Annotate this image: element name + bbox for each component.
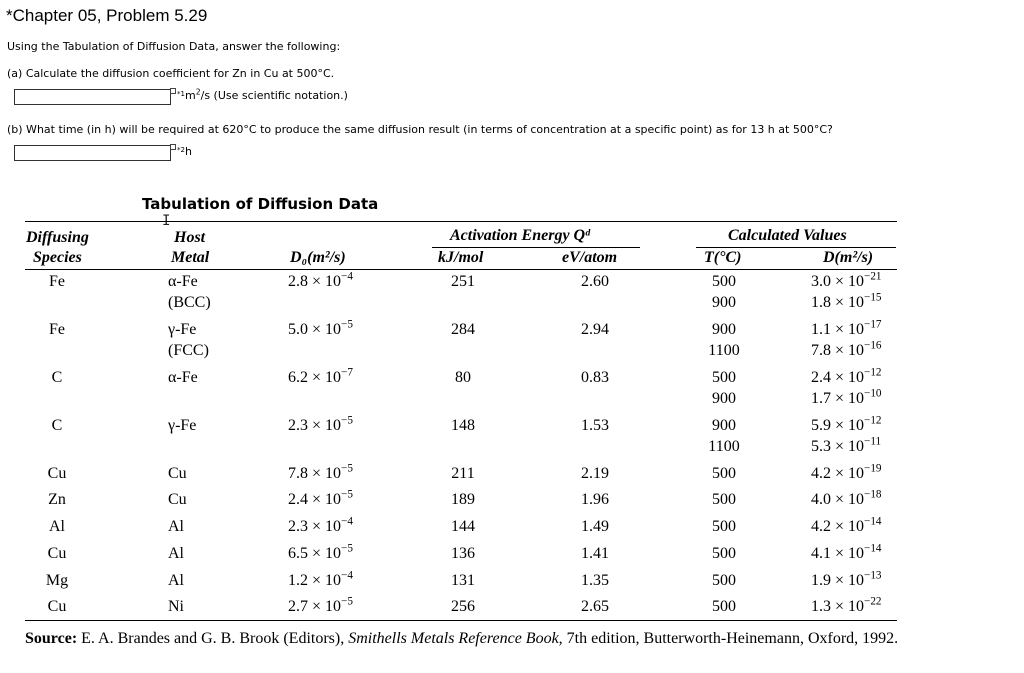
cell-species: Zn bbox=[48, 491, 66, 508]
table-header-rule bbox=[25, 269, 897, 270]
header-t: T(°C) bbox=[704, 249, 742, 266]
cell-d0 bbox=[288, 414, 353, 435]
cell-d bbox=[811, 366, 882, 387]
cell-species: Cu bbox=[47, 598, 67, 615]
cell-host: Al bbox=[168, 545, 184, 562]
cell-d0-mantissa: 6.5 × 10 bbox=[288, 545, 342, 562]
part-b-answer-input[interactable] bbox=[14, 145, 171, 161]
cell-d-exponent: −11 bbox=[864, 435, 882, 448]
cell-temperature: 500 bbox=[712, 598, 736, 615]
source-book: Smithells Metals Reference Book, bbox=[348, 630, 563, 647]
cell-temperature: 500 bbox=[712, 518, 736, 535]
cell-d-exponent: −16 bbox=[864, 339, 882, 352]
header-calculated: Calculated Values bbox=[728, 227, 847, 244]
cell-d0-exponent: −5 bbox=[341, 595, 353, 608]
cell-d-mantissa: 1.9 × 10 bbox=[811, 572, 865, 589]
calculated-rule bbox=[696, 247, 896, 248]
source-label: Source: bbox=[25, 630, 78, 647]
cell-species: Fe bbox=[49, 321, 65, 338]
cell-species: Mg bbox=[45, 572, 69, 589]
cell-d0-mantissa: 2.7 × 10 bbox=[288, 598, 342, 615]
cell-d0-exponent: −4 bbox=[341, 515, 353, 528]
cell-host: α-Fe bbox=[168, 369, 198, 386]
cell-d0-mantissa: 6.2 × 10 bbox=[288, 369, 342, 386]
cell-d-mantissa: 1.3 × 10 bbox=[811, 598, 865, 615]
cell-d bbox=[811, 435, 882, 456]
header-metal: Metal bbox=[171, 249, 210, 266]
part-a-unit: $m^2/s$ (Use scientific notation.) bbox=[185, 87, 348, 102]
cell-d bbox=[811, 542, 882, 563]
cell-host: α-Fe bbox=[168, 273, 198, 290]
cell-d0-exponent: −4 bbox=[341, 569, 353, 582]
cell-d-mantissa: 4.2 × 10 bbox=[811, 465, 865, 482]
cell-d0-exponent: −5 bbox=[341, 542, 353, 555]
cell-ev: 1.96 bbox=[581, 491, 609, 508]
cell-ev: 1.35 bbox=[581, 572, 609, 589]
cell-d-exponent: −12 bbox=[864, 414, 882, 427]
cell-d-exponent: −15 bbox=[864, 291, 882, 304]
cell-temperature: 900 bbox=[712, 294, 736, 311]
cell-species: Al bbox=[49, 518, 65, 535]
cell-ev: 2.65 bbox=[581, 598, 609, 615]
header-d: D(m²/s) bbox=[823, 249, 874, 266]
text-cursor-icon: I bbox=[162, 213, 171, 229]
cell-d bbox=[811, 414, 882, 435]
cell-d-exponent: −13 bbox=[864, 569, 882, 582]
header-kj: kJ/mol bbox=[438, 249, 484, 266]
cell-kj: 251 bbox=[451, 273, 475, 290]
activation-rule bbox=[432, 247, 640, 248]
cell-host-structure: (FCC) bbox=[168, 342, 209, 359]
cell-temperature: 900 bbox=[712, 390, 736, 407]
cell-host: γ-Fe bbox=[168, 417, 197, 434]
cell-d0 bbox=[288, 515, 353, 536]
source-edition: 7th edition, Butterworth-Heinemann, Oxford, 1992. bbox=[562, 630, 899, 647]
cell-d bbox=[811, 488, 882, 509]
cell-host: Al bbox=[168, 518, 184, 535]
cell-d0-mantissa: 5.0 × 10 bbox=[288, 321, 342, 338]
source-authors: E. A. Brandes and G. B. Brook (Editors), bbox=[77, 630, 349, 647]
cell-d0-exponent: −7 bbox=[341, 366, 353, 379]
cell-ev: 2.94 bbox=[581, 321, 609, 338]
cell-kj: 211 bbox=[451, 465, 475, 482]
cell-host: Al bbox=[168, 572, 184, 589]
cell-kj: 136 bbox=[451, 545, 475, 562]
cell-host: Cu bbox=[168, 491, 187, 508]
cell-ev: 1.53 bbox=[581, 417, 609, 434]
cell-ev: 2.60 bbox=[581, 273, 609, 290]
cell-temperature: 500 bbox=[712, 491, 736, 508]
cell-d-exponent: −22 bbox=[864, 595, 882, 608]
table-source bbox=[25, 628, 905, 649]
cell-d-mantissa: 4.2 × 10 bbox=[811, 518, 865, 535]
cell-d0 bbox=[288, 270, 353, 291]
header-species: Species bbox=[33, 249, 82, 266]
cell-d0-exponent: −5 bbox=[341, 318, 353, 331]
cell-temperature: 500 bbox=[712, 273, 736, 290]
cell-d0-mantissa: 2.3 × 10 bbox=[288, 417, 342, 434]
cell-d-exponent: −12 bbox=[864, 366, 882, 379]
header-d0: D₀(m²/s) bbox=[290, 249, 346, 266]
cell-d-exponent: −10 bbox=[864, 387, 882, 400]
cell-d-mantissa: 3.0 × 10 bbox=[811, 273, 865, 290]
part-a-marker: *1 bbox=[177, 90, 185, 98]
cell-d0 bbox=[288, 595, 353, 616]
table-bottom-rule bbox=[25, 620, 897, 621]
cell-temperature: 1100 bbox=[708, 342, 740, 359]
header-diffusing: Diffusing bbox=[26, 229, 89, 246]
cell-d bbox=[811, 270, 882, 291]
header-ev: eV/atom bbox=[562, 249, 618, 266]
cell-d-exponent: −18 bbox=[864, 488, 882, 501]
cell-d0 bbox=[288, 318, 353, 339]
cell-d0-mantissa: 2.4 × 10 bbox=[288, 491, 342, 508]
cell-d0 bbox=[288, 542, 353, 563]
cell-temperature: 900 bbox=[712, 417, 736, 434]
cell-d-exponent: −14 bbox=[864, 542, 882, 555]
cell-temperature: 500 bbox=[712, 465, 736, 482]
cell-d bbox=[811, 515, 882, 536]
cell-d bbox=[811, 318, 882, 339]
part-b-prompt: (b) What time (in h) will be required at 620°C to produce the same diffusion result (in terms of concentration at a specific point) as for 13 h at 500°C? bbox=[7, 123, 833, 136]
cell-kj: 189 bbox=[451, 491, 475, 508]
cell-host: γ-Fe bbox=[168, 321, 197, 338]
part-b-unit: h bbox=[185, 145, 192, 158]
cell-species: Cu bbox=[47, 465, 67, 482]
cell-d0-exponent: −5 bbox=[341, 488, 353, 501]
part-b-marker: *2 bbox=[177, 146, 185, 154]
cell-species: Fe bbox=[49, 273, 65, 290]
cell-d-mantissa: 4.1 × 10 bbox=[811, 545, 865, 562]
part-b-marker-box bbox=[170, 144, 176, 150]
cell-kj: 148 bbox=[451, 417, 475, 434]
cell-d-exponent: −17 bbox=[864, 318, 882, 331]
cell-d0 bbox=[288, 366, 353, 387]
cell-d-mantissa: 5.3 × 10 bbox=[811, 438, 865, 455]
cell-d0-mantissa: 7.8 × 10 bbox=[288, 465, 342, 482]
cell-d0 bbox=[288, 462, 353, 483]
cell-d bbox=[811, 462, 882, 483]
cell-kj: 131 bbox=[451, 572, 475, 589]
cell-d bbox=[811, 569, 882, 590]
page-title: *Chapter 05, Problem 5.29 bbox=[6, 6, 208, 25]
cell-d-mantissa: 2.4 × 10 bbox=[811, 369, 865, 386]
cell-host-structure: (BCC) bbox=[168, 294, 211, 311]
cell-d bbox=[811, 291, 882, 312]
cell-temperature: 500 bbox=[712, 369, 736, 386]
cell-ev: 2.19 bbox=[581, 465, 609, 482]
header-host: Host bbox=[174, 229, 206, 246]
question-intro: Using the Tabulation of Diffusion Data, answer the following: bbox=[7, 40, 341, 53]
cell-d-mantissa: 1.1 × 10 bbox=[811, 321, 865, 338]
cell-d0-mantissa: 1.2 × 10 bbox=[288, 572, 342, 589]
cell-species: Cu bbox=[47, 545, 67, 562]
cell-d0-exponent: −5 bbox=[341, 462, 353, 475]
cell-ev: 0.83 bbox=[581, 369, 609, 386]
part-a-marker-box bbox=[170, 88, 176, 94]
cell-d0-exponent: −5 bbox=[341, 414, 353, 427]
cell-d bbox=[811, 339, 882, 360]
cell-d0-mantissa: 2.8 × 10 bbox=[288, 273, 342, 290]
cell-d0 bbox=[288, 488, 353, 509]
cell-kj: 144 bbox=[451, 518, 475, 535]
cell-temperature: 500 bbox=[712, 572, 736, 589]
part-a-prompt: (a) Calculate the diffusion coefficient for Zn in Cu at 500°C. bbox=[7, 67, 335, 80]
cell-d-mantissa: 1.8 × 10 bbox=[811, 294, 865, 311]
cell-d0 bbox=[288, 569, 353, 590]
table-top-rule bbox=[25, 221, 897, 222]
cell-temperature: 500 bbox=[712, 545, 736, 562]
cell-d-mantissa: 7.8 × 10 bbox=[811, 342, 865, 359]
cell-species: C bbox=[51, 369, 63, 386]
cell-d-exponent: −14 bbox=[864, 515, 882, 528]
cell-d0-mantissa: 2.3 × 10 bbox=[288, 518, 342, 535]
header-activation: Activation Energy Qᵈ bbox=[450, 227, 590, 244]
cell-d-exponent: −19 bbox=[864, 462, 882, 475]
cell-species: C bbox=[51, 417, 63, 434]
cell-d-exponent: −21 bbox=[864, 270, 882, 283]
cell-d-mantissa: 5.9 × 10 bbox=[811, 417, 865, 434]
cell-d0-exponent: −4 bbox=[341, 270, 353, 283]
cell-ev: 1.41 bbox=[581, 545, 609, 562]
cell-d bbox=[811, 595, 882, 616]
cell-d bbox=[811, 387, 882, 408]
cell-d-mantissa: 1.7 × 10 bbox=[811, 390, 865, 407]
table-title: Tabulation of Diffusion Data bbox=[142, 195, 379, 213]
part-a-answer-input[interactable] bbox=[14, 89, 171, 105]
cell-host: Cu bbox=[168, 465, 187, 482]
cell-kj: 80 bbox=[455, 369, 471, 386]
cell-temperature: 1100 bbox=[708, 438, 740, 455]
cell-kj: 284 bbox=[451, 321, 475, 338]
cell-host: Ni bbox=[168, 598, 184, 615]
cell-d-mantissa: 4.0 × 10 bbox=[811, 491, 865, 508]
cell-temperature: 900 bbox=[712, 321, 736, 338]
cell-ev: 1.49 bbox=[581, 518, 609, 535]
cell-kj: 256 bbox=[451, 598, 475, 615]
